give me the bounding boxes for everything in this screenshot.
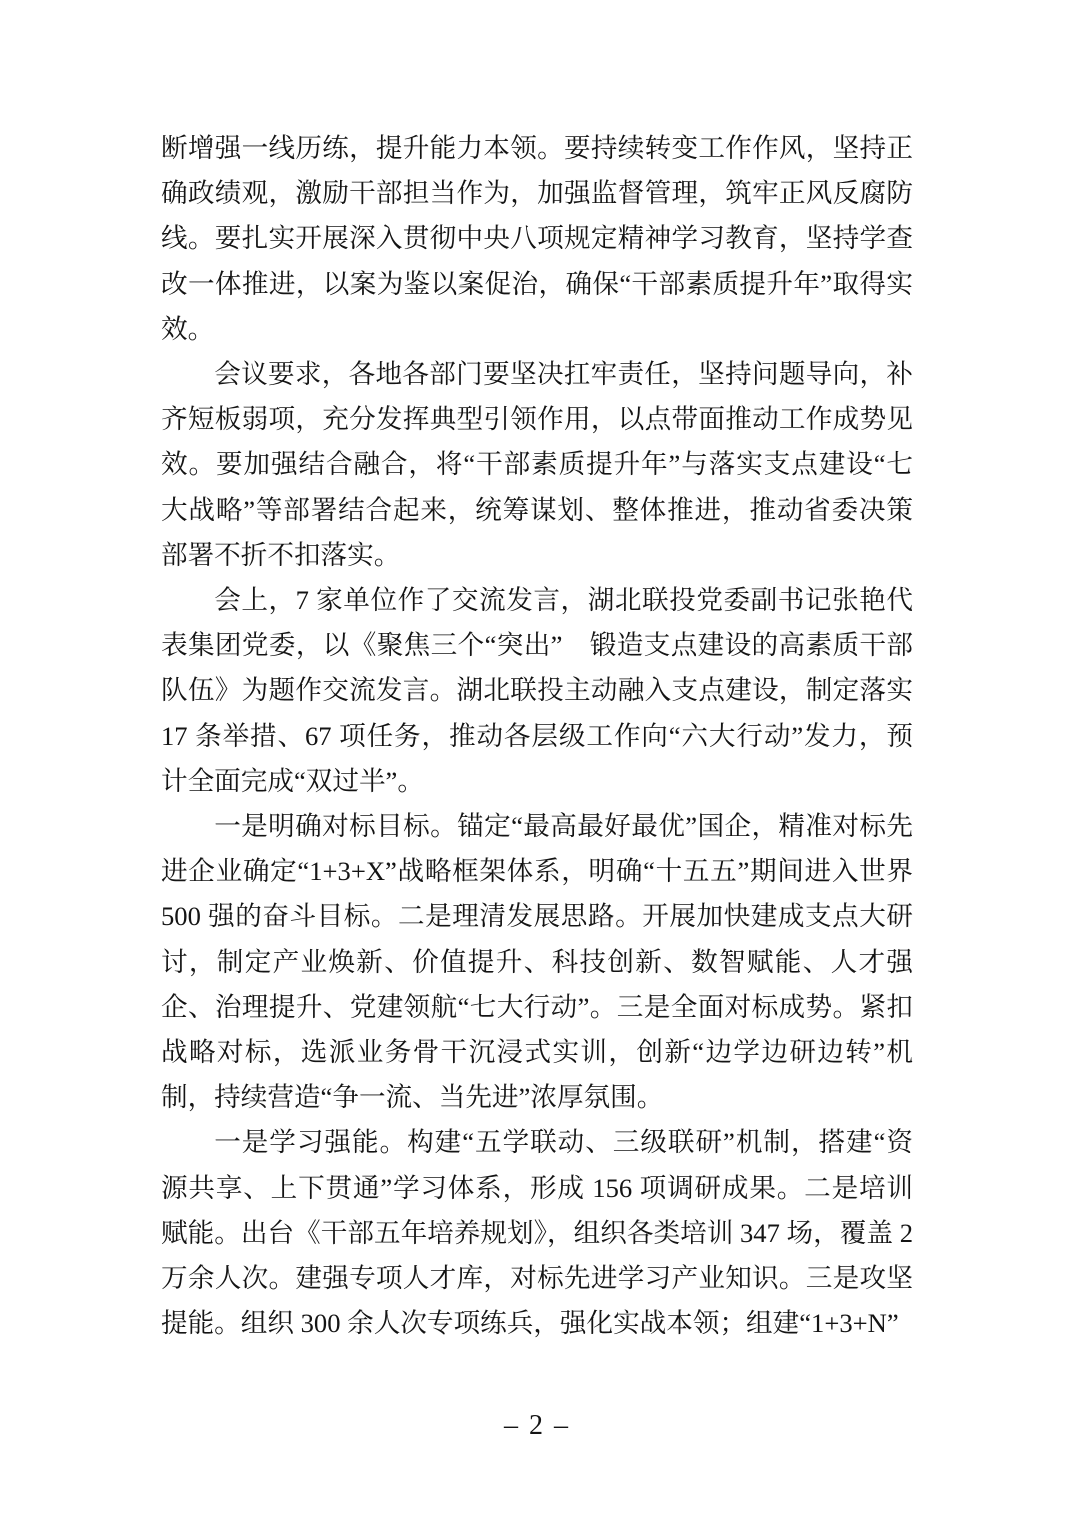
paragraph: 会上，7 家单位作了交流发言，湖北联投党委副书记张艳代表集团党委，以《聚焦三个“突出” 锻造支点建设的高素质干部队伍》为题作交流发言。湖北联投主动融入支点建设，制定落实 17 条举措、67 项任务，推动各层级工作向“六大行动”发力，预计全面完成“双过半”。 xyxy=(161,585,913,796)
document-body xyxy=(161,126,913,1346)
page-number: – 2 – xyxy=(504,1410,570,1441)
paragraph: 断增强一线历练，提升能力本领。要持续转变工作作风，坚持正确政绩观，激励干部担当作为，加强监督管理，筑牢正风反腐防线。要扎实开展深入贯彻中央八项规定精神学习教育，坚持学查改一体推进，以案为鉴以案促治，确保“干部素质提升年”取得实效。 xyxy=(161,133,913,344)
paragraph: 会议要求，各地各部门要坚决扛牢责任，坚持问题导向，补齐短板弱项，充分发挥典型引领作用，以点带面推动工作成势见效。要加强结合融合，将“干部素质提升年”与落实支点建设“七大战略”等部署结合起来，统筹谋划、整体推进，推动省委决策部署不折不扣落实。 xyxy=(161,359,913,570)
paragraph: 一是学习强能。构建“五学联动、三级联研”机制，搭建“资源共享、上下贯通”学习体系，形成 156 项调研成果。二是培训赋能。出台《干部五年培养规划》，组织各类培训 347 场，覆盖 2 万余人次。建强专项人才库，对标先进学习产业知识。三是攻坚提能。组织 300 余人次专项练兵，强化实战本领；组建“1+3+N” xyxy=(161,1127,913,1339)
paragraph: 一是明确对标目标。锚定“最高最好最优”国企，精准对标先进企业确定“1+3+X”战略框架体系，明确“十五五”期间进入世界 500 强的奋斗目标。二是理清发展思路。开展加快建成支点大研讨，制定产业焕新、价值提升、科技创新、数智赋能、人才强企、治理提升、党建领航“七大行动”。三是全面对标成势。紧扣战略对标，选派业务骨干沉浸式实训，创新“边学边研边转”机制，持续营造“争一流、当先进”浓厚氛围。 xyxy=(161,811,913,1113)
